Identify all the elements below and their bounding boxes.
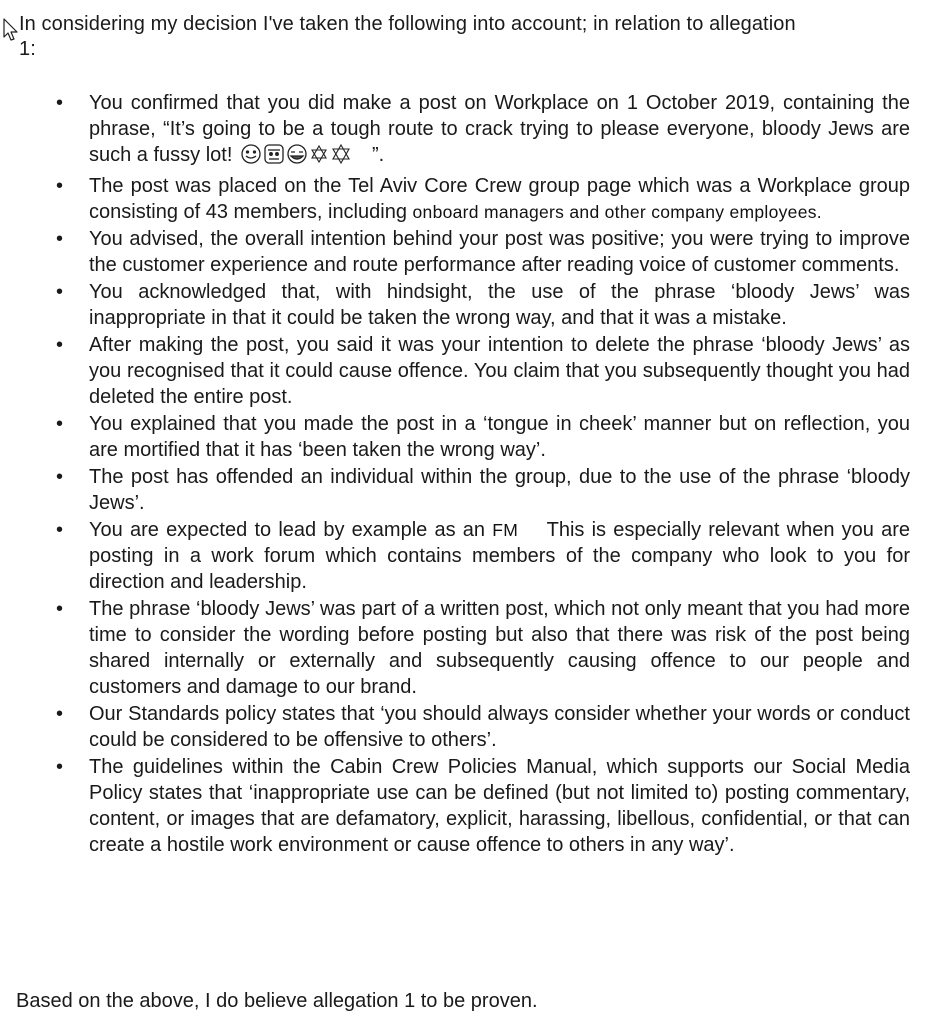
list-item-text: You explained that you made the post in a ‘tongue in cheek’ manner but on reflection, you are mortified that it has ‘been taken the wrong way’. [89, 413, 910, 461]
bullet: • [56, 281, 64, 303]
list-item-text: You are expected to lead by example as an [89, 519, 486, 541]
list-item [0, 754, 910, 858]
intro-paragraph [16, 12, 910, 62]
list-item [0, 173, 910, 225]
list-item [0, 226, 910, 278]
list-item [0, 90, 910, 172]
bullet: • [56, 598, 64, 620]
bullet: • [56, 703, 64, 725]
bullet: • [56, 175, 64, 197]
bullet: • [56, 334, 64, 356]
list-item [0, 411, 910, 463]
list-item-text: The phrase ‘bloody Jews’ was part of a written post, which not only meant that you had more time to consider the wording before posting but also that there was risk of the post being shared internally or externally and subsequently causing offence to our people and customers and damage to our brand. [89, 598, 910, 698]
face-icon [265, 145, 283, 163]
list-item [0, 332, 910, 410]
laughing-face-icon [288, 145, 306, 163]
bullet: • [56, 519, 64, 541]
consideration-list [0, 90, 910, 859]
list-item [0, 596, 910, 700]
list-item-text: The guidelines within the Cabin Crew Policies Manual, which supports our Social Media Policy states that ‘inappropriate use can be defined (but not limited to) posting commentary, content, or images that are defamatory, explicit, harassing, libellous, confidential, or that can create a hostile work environment or cause offence to others in any way’. [89, 756, 910, 856]
list-item-text: You acknowledged that, with hindsight, the use of the phrase ‘bloody Jews’ was inappropriate in that it could be taken the wrong way, and that it was a mistake. [89, 281, 910, 329]
list-item-text: You advised, the overall intention behind your post was positive; you were trying to improve the customer experience and route performance after reading voice of customer comments. [89, 228, 910, 276]
inserted-text: FM [492, 520, 519, 540]
bullet: • [56, 92, 64, 114]
list-item-text: The post has offended an individual within the group, due to the use of the phrase ‘bloody Jews’. [89, 466, 910, 514]
list-item [0, 464, 910, 516]
quote-close: ”. [371, 144, 385, 166]
list-item-text: You confirmed that you did make a post on Workplace on 1 October 2019, containing the phrase, “It’s going to be a tough route to crack trying to please everyone, bloody Jews are such a fussy lot! [89, 92, 910, 166]
list-item-text-after: This is especially relevant when you are posting in a work forum which contains members of the company who look to you for direction and leadership. [89, 519, 910, 593]
list-item [0, 279, 910, 331]
star-of-david-icon [333, 145, 349, 163]
list-item [0, 517, 910, 595]
list-item-text: The post was placed on the Tel Aviv Core Crew group page which was a Workplace group consisting of 43 members, including [89, 175, 910, 223]
emoji-group [240, 143, 372, 172]
bullet: • [56, 228, 64, 250]
list-item-text: After making the post, you said it was your intention to delete the phrase ‘bloody Jews’ as you recognised that it could cause offence. You claim that you subsequently thought you had deleted the entire post. [89, 334, 910, 408]
conclusion-paragraph: Based on the above, I do believe allegation 1 to be proven. [16, 990, 538, 1012]
bullet: • [56, 413, 64, 435]
bullet: • [56, 756, 64, 778]
list-item [0, 701, 910, 753]
star-of-david-icon [312, 146, 326, 162]
inserted-text: onboard managers and other company employees. [412, 202, 822, 222]
intro-line-2: 1: [19, 38, 36, 60]
intro-line-1: In considering my decision I've taken the following into account; in relation to allegation [19, 13, 796, 35]
list-item-text: Our Standards policy states that ‘you should always consider whether your words or conduct could be considered to be offensive to others’. [89, 703, 910, 751]
emoji-sequence [240, 143, 372, 165]
bullet: • [56, 466, 64, 488]
smiling-face-icon [242, 145, 260, 163]
